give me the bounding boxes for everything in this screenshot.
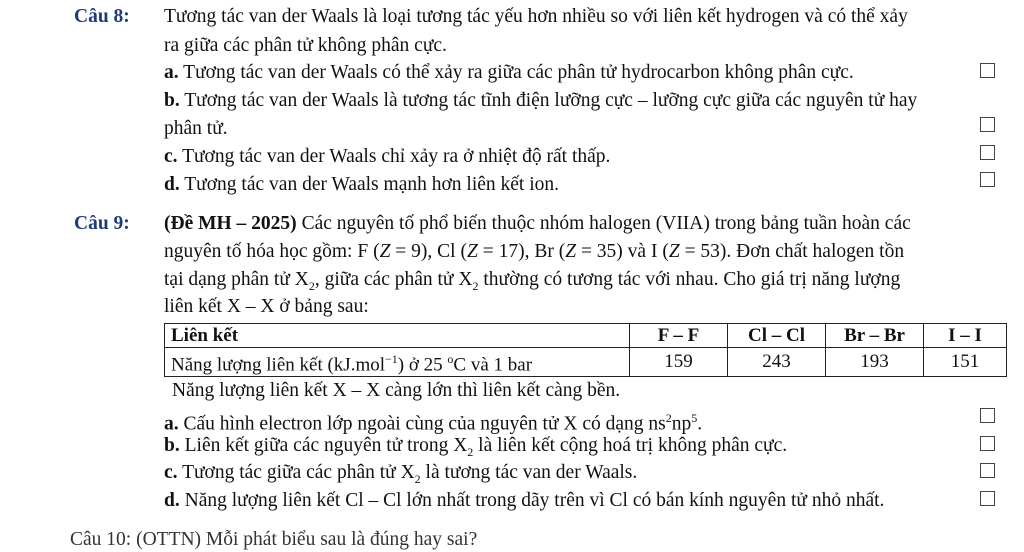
table-header-row <box>165 324 1007 348</box>
atomic-number-symbol: Z <box>668 241 680 262</box>
statement-text: np <box>671 413 692 435</box>
question-8-statement-c <box>164 145 610 169</box>
degree-symbol: o <box>447 352 454 366</box>
statement-label: d. <box>164 490 180 511</box>
superscript: 5 <box>691 411 698 425</box>
question-9-stem-line-2 <box>164 240 904 264</box>
stem-text: = 35) và I ( <box>576 241 669 262</box>
stem-text: = 53). Đơn chất halogen tồn <box>679 241 905 262</box>
bond-energy-table <box>164 323 1007 377</box>
statement-text: . <box>697 413 703 435</box>
statement-text: là liên kết cộng hoá trị không phân cực. <box>473 435 788 456</box>
cell-text: Năng lượng liên kết (kJ.mol <box>171 354 386 376</box>
question-9-statement-b <box>164 434 787 464</box>
table-cell: 159 <box>630 348 728 377</box>
atomic-number-symbol: Z <box>379 241 391 262</box>
subscript: 2 <box>308 278 315 293</box>
question-8-statement-b <box>164 89 917 113</box>
exam-source: (Đề MH – 2025) <box>164 213 297 234</box>
q8-c-answer-checkbox[interactable] <box>980 145 995 160</box>
question-8-number: Câu 8: <box>74 6 130 27</box>
superscript: 2 <box>665 411 672 425</box>
atomic-number-symbol: Z <box>466 241 478 262</box>
atomic-number-symbol: Z <box>565 241 577 262</box>
question-8-stem-line-2: ra giữa các phân tử không phân cực. <box>164 35 447 56</box>
statement-text: Tương tác giữa các phân tử X <box>182 462 415 483</box>
statement-text: Tương tác van der Waals mạnh hơn liên kết ion. <box>184 174 560 195</box>
table-header-cell: Cl – Cl <box>728 324 826 348</box>
question-8-stem-line-1: Tương tác van der Waals là loại tương tác yếu hơn nhiều so với liên kết hydrogen và có thể xảy <box>164 6 908 27</box>
table-header-cell: I – I <box>924 324 1007 348</box>
statement-label: a. <box>164 413 179 435</box>
stem-text: = 17), Br ( <box>477 241 566 262</box>
q8-b-answer-checkbox[interactable] <box>980 117 995 132</box>
question-9-stem-line-3 <box>164 268 900 298</box>
statement-text: Năng lượng liên kết Cl – Cl lớn nhất trong dãy trên vì Cl có bán kính nguyên tử nhỏ nhất. <box>184 490 885 511</box>
q9-c-answer-checkbox[interactable] <box>980 463 995 478</box>
statement-text: Tương tác van der Waals chỉ xảy ra ở nhiệt độ rất thấp. <box>182 146 611 167</box>
q9-a-answer-checkbox[interactable] <box>980 408 995 423</box>
statement-label: a. <box>164 62 179 83</box>
stem-text: thường có tương tác với nhau. Cho giá trị năng lượng <box>478 269 901 290</box>
statement-text: là tương tác van der Waals. <box>420 462 638 483</box>
subscript: 2 <box>472 278 479 293</box>
question-9-note: Năng lượng liên kết X – X càng lớn thì liên kết càng bền. <box>172 380 621 401</box>
table-header-cell: Liên kết <box>165 324 630 348</box>
table-cell: 151 <box>924 348 1007 377</box>
question-8-statement-a <box>164 61 854 85</box>
question-9-stem-line-4: liên kết X – X ở bảng sau: <box>164 296 369 317</box>
table-row-label <box>165 348 630 377</box>
question-9-statement-a <box>164 406 702 437</box>
question-9-number: Câu 9: <box>74 213 130 234</box>
statement-text: Cấu hình electron lớp ngoài cùng của nguyên tử X có dạng ns <box>183 413 666 435</box>
table-cell: 193 <box>826 348 924 377</box>
question-9-statement-d <box>164 489 884 513</box>
cell-text: ) ở 25 <box>397 354 448 376</box>
q9-d-answer-checkbox[interactable] <box>980 491 995 506</box>
statement-label: b. <box>164 435 180 456</box>
question-9-stem-line-1 <box>164 212 911 236</box>
statement-label: c. <box>164 146 178 167</box>
statement-text: Tương tác van der Waals có thể xảy ra giữa các phân tử hydrocarbon không phân cực. <box>183 62 854 83</box>
table-row <box>165 348 1007 377</box>
superscript: −1 <box>385 352 398 366</box>
table-header-cell: Br – Br <box>826 324 924 348</box>
statement-label: b. <box>164 90 180 111</box>
stem-text: nguyên tố hóa học gồm: F ( <box>164 241 380 262</box>
subscript: 2 <box>467 444 474 459</box>
statement-label: c. <box>164 462 178 483</box>
question-10-partial-line: Câu 10: (OTTN) Mỗi phát biểu sau là đúng hay sai? <box>70 529 478 550</box>
stem-text: Các nguyên tố phổ biến thuộc nhóm halogen (VIIA) trong bảng tuần hoàn các <box>301 213 911 234</box>
stem-text: , giữa các phân tử X <box>314 269 473 290</box>
stem-text: tại dạng phân tử X <box>164 269 309 290</box>
stem-text: = 9), Cl ( <box>390 241 467 262</box>
q8-d-answer-checkbox[interactable] <box>980 172 995 187</box>
q9-b-answer-checkbox[interactable] <box>980 436 995 451</box>
table-header-cell: F – F <box>630 324 728 348</box>
statement-label: d. <box>164 174 180 195</box>
question-8-statement-b-cont: phân tử. <box>164 118 228 139</box>
table-cell: 243 <box>728 348 826 377</box>
cell-text: C và 1 bar <box>453 354 533 376</box>
question-8-statement-d <box>164 173 559 197</box>
statement-text: Liên kết giữa các nguyên tử trong X <box>184 435 468 456</box>
question-9-statement-c <box>164 461 637 491</box>
q8-a-answer-checkbox[interactable] <box>980 63 995 78</box>
statement-text: Tương tác van der Waals là tương tác tĩnh điện lưỡng cực – lưỡng cực giữa các nguyên tử hay <box>184 90 918 111</box>
subscript: 2 <box>414 471 421 486</box>
